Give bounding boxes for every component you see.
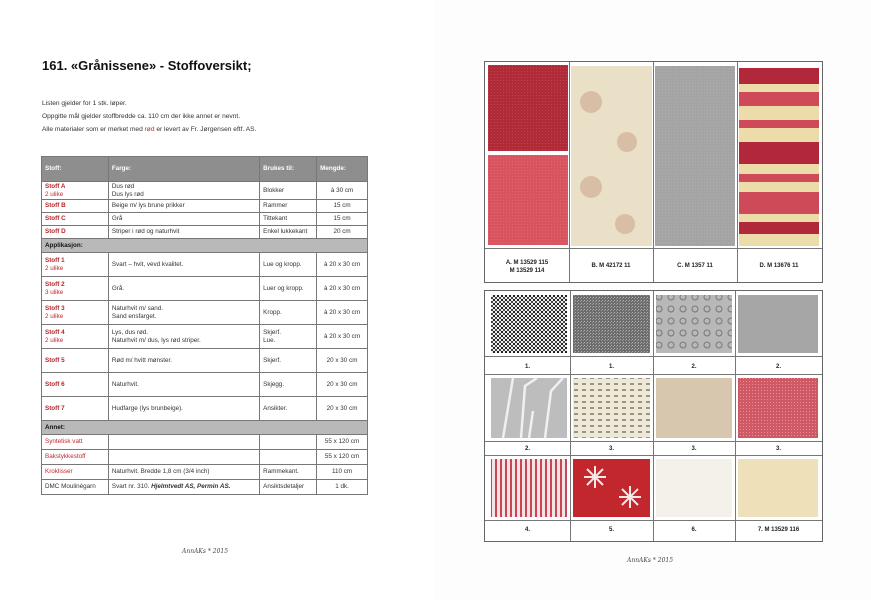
section-annet: Annet: [42, 421, 368, 435]
swatch-d-stripes [739, 68, 819, 234]
cell-mengde: 20 x 30 cm [317, 397, 368, 421]
label-1b: 1. [608, 364, 614, 370]
cell-brukes: Ansikter. [260, 397, 317, 421]
cell-mengde: à 20 x 30 cm [317, 301, 368, 325]
table-row: DMC Moulinégarn Svart nr. 310. Hjelmtvedt AS, Permin AS. Ansiktsdetaljer 1 dk. [42, 480, 368, 495]
cell-brukes: Skjerf. Lue. [260, 325, 317, 349]
left-page [0, 0, 435, 600]
table-row [42, 325, 368, 349]
label-3a: 3. [608, 446, 614, 452]
table-row [42, 253, 368, 277]
cell-farge: Grå [108, 213, 259, 226]
label-b: B. M 42172 11 [591, 263, 631, 269]
intro-line-2: Oppgitte mål gjelder stoffbredde ca. 110 cm der ikke annet er nevnt. [42, 113, 241, 120]
cell-mengde: à 20 x 30 cm [317, 253, 368, 277]
swatch-5 [573, 459, 650, 517]
cell-mengde: 20 cm [317, 226, 368, 239]
label-7: 7. M 13529 116 [757, 527, 800, 533]
cell-mengde: à 20 x 30 cm [317, 277, 368, 301]
table-row [42, 349, 368, 373]
table-header-row [42, 157, 368, 182]
swatch-grid-top [484, 61, 823, 283]
cell-mengde: à 20 x 30 cm [317, 325, 368, 349]
cell-farge: Grå. [108, 277, 259, 301]
fabric-table [41, 156, 368, 495]
table-row [42, 226, 368, 239]
cell-brukes: Skjegg. [260, 373, 317, 397]
table-row [42, 182, 368, 200]
intro-line-3: Alle materialer som er merket med rød er levert av Fr. Jørgensen eftf. AS. [42, 126, 257, 133]
swatch-1b [573, 295, 650, 353]
cell-brukes: Rammer [260, 200, 317, 213]
cell-farge: Rød m/ hvitt mønster. [108, 349, 259, 373]
table-row [42, 373, 368, 397]
table-row [42, 397, 368, 421]
table-row: Syntetisk vatt 55 x 120 cm [42, 435, 368, 450]
header-farge: Farge: [108, 157, 259, 182]
cell-stoff: Stoff 4 2 ulike [42, 325, 109, 349]
label-2a: 2. [691, 364, 697, 370]
cell-stoff: Stoff C [42, 213, 109, 226]
cell-farge: Lys, dus rød. Naturhvit m/ dus, lys rød striper. [108, 325, 259, 349]
table-row: Bakstykkestoff 55 x 120 cm [42, 450, 368, 465]
cell-brukes: Luer og kropp. [260, 277, 317, 301]
cell-farge: Naturhvit. [108, 373, 259, 397]
header-stoff: Stoff: [42, 157, 109, 182]
cell-brukes: Blokker [260, 182, 317, 200]
cell-farge: Naturhvit m/ sand. Sand ensfarget. [108, 301, 259, 325]
cell-farge: Striper i rød og naturhvit [108, 226, 259, 239]
cell-mengde: 20 x 30 cm [317, 349, 368, 373]
label-6: 6. [691, 527, 697, 533]
cell-mengde: 15 cm [317, 200, 368, 213]
cell-brukes: Kropp. [260, 301, 317, 325]
label-d: D. M 13676 11 [759, 263, 799, 269]
signature-right: AnnAKs * 2015 [627, 557, 674, 564]
table-row [42, 200, 368, 213]
swatch-3a [573, 378, 650, 438]
intro-line-1: Listen gjelder for 1 stk. løper. [42, 100, 127, 107]
label-c: C. M 1357 11 [677, 263, 713, 269]
label-1a: 1. [524, 364, 530, 370]
swatch-3b [656, 378, 732, 438]
swatch-4b [491, 459, 567, 517]
cell-stoff: Stoff 7 [42, 397, 109, 421]
cell-brukes: Tittekant [260, 213, 317, 226]
cell-brukes: Enkel lukkekant [260, 226, 317, 239]
swatch-1a [491, 295, 567, 353]
cell-mengde: à 30 cm [317, 182, 368, 200]
page-title: 161. «Grånissene» - Stoffoversikt; [42, 58, 252, 73]
signature-left: AnnAKs * 2015 [182, 548, 229, 555]
cell-mengde: 20 x 30 cm [317, 373, 368, 397]
intro-text [42, 97, 256, 136]
cell-farge: Hudfarge (lys brunbeige). [108, 397, 259, 421]
label-a: A. M 13529 115 M 13529 114 [505, 260, 549, 274]
cell-stoff: Stoff 5 [42, 349, 109, 373]
swatch-grid-bottom [484, 290, 823, 542]
cell-brukes: Lue og kropp. [260, 253, 317, 277]
swatch-4a [738, 378, 818, 438]
cell-stoff: Stoff 2 3 ulike [42, 277, 109, 301]
cell-stoff: Stoff 6 [42, 373, 109, 397]
label-3b: 3. [691, 446, 697, 452]
label-4b: 4. [524, 527, 530, 533]
label-4a: 3. [775, 446, 781, 452]
cell-stoff: Stoff D [42, 226, 109, 239]
cell-stoff: Stoff B [42, 200, 109, 213]
cell-farge: Svart – hvit, vevd kvalitet. [108, 253, 259, 277]
table-row [42, 213, 368, 226]
swatch-b [571, 66, 652, 246]
label-5: 5. [608, 527, 614, 533]
swatch-6 [656, 459, 732, 517]
cell-mengde: 15 cm [317, 213, 368, 226]
cell-farge: Dus rød Dus lys rød [108, 182, 259, 200]
cell-stoff: Stoff 1 2 ulike [42, 253, 109, 277]
applique-section [42, 253, 368, 421]
table-row [42, 277, 368, 301]
swatch-7 [738, 459, 818, 517]
header-mengde: Mengde: [317, 157, 368, 182]
label-2c: 2. [524, 446, 530, 452]
table-row [42, 301, 368, 325]
label-2b: 2. [775, 364, 781, 370]
cell-brukes: Skjerf. [260, 349, 317, 373]
swatch-2b [738, 295, 818, 353]
table-row: Kroklisser Naturhvit. Bredde 1,8 cm (3/4 inch) Rammekant. 110 cm [42, 465, 368, 480]
main-fabrics-section [42, 182, 368, 239]
cell-farge: Beige m/ lys brune prikker [108, 200, 259, 213]
header-brukes: Brukes til: [260, 157, 317, 182]
section-applikasjon: Applikasjon: [42, 239, 368, 253]
cell-stoff: Stoff 3 2 ulike [42, 301, 109, 325]
swatch-2a [656, 295, 732, 353]
cell-stoff: Stoff A 2 ulike [42, 182, 109, 200]
